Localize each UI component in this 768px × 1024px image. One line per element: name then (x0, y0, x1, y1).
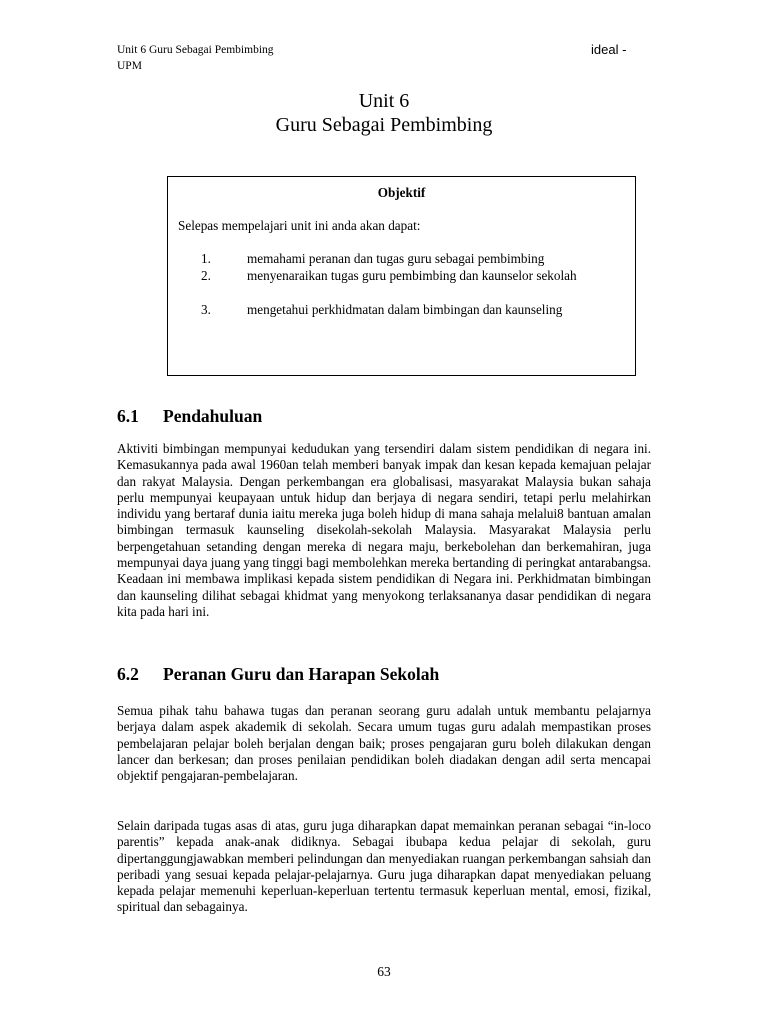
section-heading-6-2 (117, 663, 439, 685)
objective-item-text: menyenaraikan tugas guru pembimbing dan kaunselor sekolah (247, 268, 577, 283)
objective-item-number: 3. (201, 302, 211, 317)
running-header-title: Unit 6 Guru Sebagai Pembimbing (117, 44, 274, 56)
objective-item-number: 2. (201, 268, 211, 283)
objective-item-number: 1. (201, 251, 211, 266)
section-number: 6.2 (117, 664, 139, 684)
running-header-right: ideal - (591, 42, 627, 57)
objective-intro: Selepas mempelajari unit ini anda akan dapat: (178, 218, 421, 233)
section-heading-6-1 (117, 405, 262, 427)
section-paragraph: Semua pihak tahu bahawa tugas dan peranan seorang guru adalah untuk membantu pelajarnya berjaya dalam aspek akademik di sekolah. Secara umum tugas guru adalah mempastikan proses pembelajaran pelajar boleh berjalan dengan baik; proses pengajaran guru boleh dilakukan dengan lancer dan berkesan; dan proses penilaian pendidikan boleh diadakan dengan adil serta mencapai objektif pengajaran-pembelajaran. (117, 703, 651, 784)
page-number: 63 (377, 964, 391, 979)
section-paragraph: Aktiviti bimbingan mempunyai kedudukan yang tersendiri dalam sistem pendidikan di negara ini. Kemasukannya pada awal 1960an telah memberi banyak impak dan kesan kepada kemajuan pelajar dan rakyat Malaysia. Dengan perkembangan era globalisasi, masyarakat Malaysia bukan sahaja perlu mempunyai keupayaan untuk hidup dan berjaya di negara sendiri, tetapi perlu melahirkan individu yang bertaraf dunia iaitu mereka juga boleh hidup di mana sahaja melalui8 bantuan amalan bimbingan termasuk kaunseling disekolah-sekolah Malaysia. Masyarakat Malaysia perlu berpengetahuan setanding dengan mereka di negara maju, berkebolehan dan berkemahiran, juga mempunyai daya juang yang tinggi bagi membolehkan mereka bertanding di peringkat antarabangsa. Keadaan ini membawa implikasi kepada sistem pendidikan di Negara ini. Perkhidmatan bimbingan dan kaunseling dilihat sebagai khidmat yang menyokong terlaksananya dasar pendidikan di negara kita pada hari ini. (117, 441, 651, 619)
section-title: Pendahuluan (163, 406, 263, 426)
objective-heading: Objektif (377, 185, 426, 200)
running-header-institution: UPM (117, 60, 142, 72)
section-number: 6.1 (117, 406, 139, 426)
running-header-left (117, 42, 317, 74)
unit-subtitle: Guru Sebagai Pembimbing (275, 114, 493, 136)
objective-box (167, 176, 636, 376)
section-paragraph: Selain daripada tugas asas di atas, guru juga diharapkan dapat memainkan peranan sebagai “in-loco parentis” kepada anak-anak didiknya. Sebagai ibubapa kedua pelajar di sekolah, guru dipertanggungjawabkan memberi pelindungan dan menyediakan ruangan perkembangan sahsiah dan peribadi yang sesuai kepada pelajar-pelajarnya. Guru juga diharapkan dapat menyediakan peluang kepada pelajar memenuhi keperluan-keperluan tertentu termasuk keperluan mental, emosi, fizikal, spiritual dan sebagainya. (117, 818, 651, 915)
unit-title: Unit 6 (358, 90, 410, 112)
objective-item-text: mengetahui perkhidmatan dalam bimbingan dan kaunseling (247, 302, 563, 317)
objective-item-text: memahami peranan dan tugas guru sebagai pembimbing (247, 251, 545, 266)
section-title: Peranan Guru dan Harapan Sekolah (163, 664, 440, 684)
